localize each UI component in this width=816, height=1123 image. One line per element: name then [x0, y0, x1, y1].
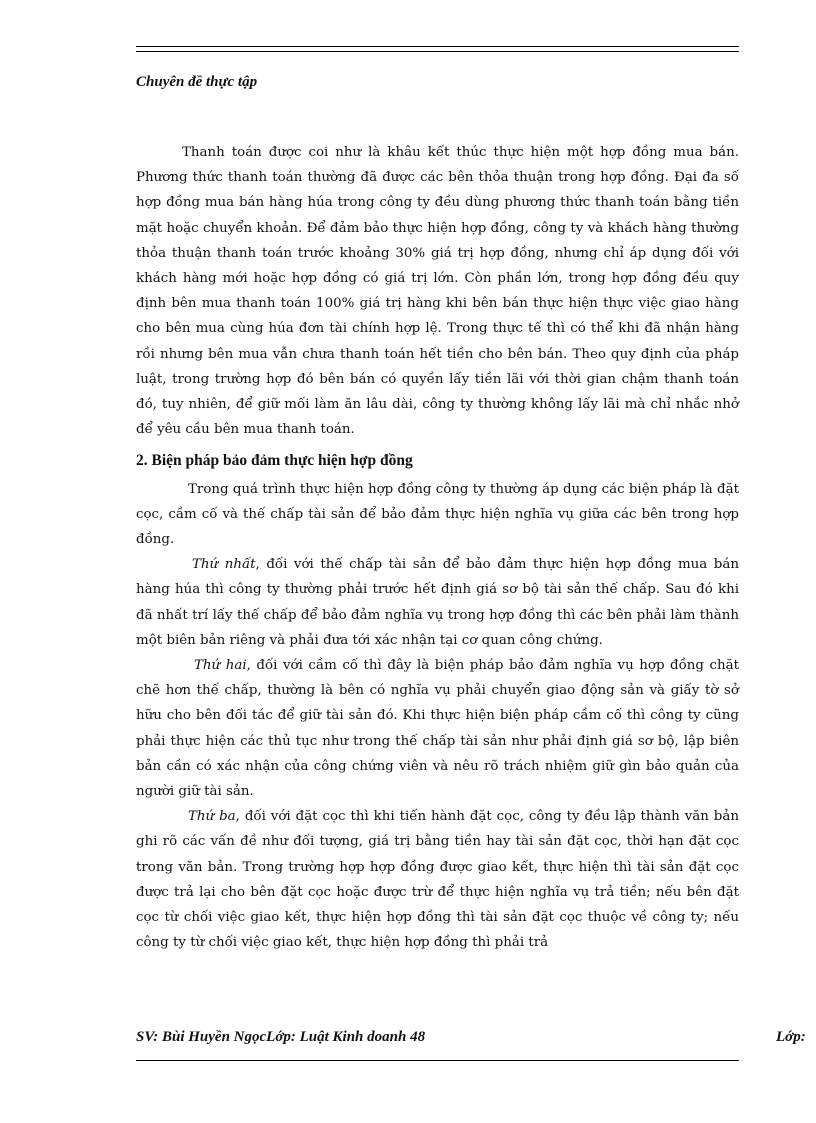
- footer-class-label: Lớp:: [776, 1029, 806, 1045]
- paragraph-measures: Trong quá trình thực hiện hợp đồng công ty thường áp dụng các biện pháp là đặt cọc, cầm cố và thế chấp tài sản để bảo đảm thực hiện nghĩa vụ giữa các bên trong hợp đồng.: [136, 481, 739, 548]
- section-heading: 2. Biện pháp bảo đảm thực hiện hợp đồng: [136, 452, 413, 470]
- header-rule: [136, 46, 739, 52]
- document-body: [136, 140, 739, 956]
- page-header-title: Chuyên đề thực tập: [136, 74, 258, 90]
- second-lead: Thứ hai: [194, 658, 247, 674]
- third-text: , đối với đặt cọc thì khi tiến hành đặt cọc, công ty đều lập thành văn bản ghi rõ các vấn đề như đối tượng, giá trị bằng tiền hay tài sản đặt cọc, thời hạn đặt cọc trong văn bản. Trong trường hợp hợp đồng được giao kết, thực hiện thì tài sản đặt cọc được trả lại cho bên đặt cọc hoặc được trừ để thực hiện nghĩa vụ trả tiền; nếu bên đặt cọc từ chối việc giao kết, thực hiện hợp đồng thì tài sản đặt cọc thuộc về công ty; nếu công ty từ chối việc giao kết, thực hiện hợp đồng thì phải trả: [136, 809, 739, 951]
- paragraph-third: [136, 804, 739, 955]
- third-lead: Thứ ba: [188, 809, 236, 825]
- first-text: , đối với thế chấp tài sản để bảo đảm thực hiện hợp đồng mua bán hàng húa thì công ty thường phải trước hết định giá sơ bộ tài sản thế chấp. Sau đó khi đã nhất trí lấy thế chấp để bảo đảm nghĩa vụ trong hợp đồng thì các bên phải làm thành một biên bản riêng và phải đưa tới xác nhận tại cơ quan công chứng.: [136, 557, 739, 648]
- second-text: , đối với cầm cố thì đây là biện pháp bảo đảm nghĩa vụ hợp đồng chặt chẽ hơn thế chấp, thường là bên có nghĩa vụ phải chuyển giao động sản và giấy tờ sở hữu cho bên đối tác để giữ tài sản đó. Khi thực hiện biện pháp cầm cố thì công ty cũng phải thực hiện các thủ tục như trong thế chấp tài sản như phải định giá sơ bộ, lập biên bản cần có xác nhận của công chứng viên và nêu rõ trách nhiệm giữ gìn bảo quản của người giữ tài sản.: [136, 658, 740, 800]
- paragraph-first: [136, 552, 739, 653]
- paragraph-second: [136, 653, 739, 804]
- page-footer: [136, 1029, 816, 1046]
- paragraph-payment: Thanh toán được coi như là khâu kết thúc thực hiện một hợp đồng mua bán. Phương thức thanh toán thường đã được các bên thỏa thuận trong hợp đồng. Đại đa số hợp đồng mua bán hàng húa trong công ty đều dùng phương thức thanh toán bằng tiền mặt hoặc chuyển khoản. Để đảm bảo thực hiện hợp đồng, công ty và khách hàng thường thỏa thuận thanh toán trước khoảng 30% giá trị hợp đồng, nhưng chỉ áp dụng đối với khách hàng mới hoặc hợp đồng có giá trị lớn. Còn phần lớn, trong hợp đồng đều quy định bên mua thanh toán 100% giá trị hàng khi bên bán thực hiện thực việc giao hàng cho bên mua cùng húa đơn tài chính hợp lệ. Trong thực tế thì có thể khi đã nhận hàng rồi nhưng bên mua vẫn chưa thanh toán hết tiền cho bên bán. Theo quy định của pháp luật, trong trường hợp đó bên bán có quyền lấy tiền lãi với thời gian chậm thanh toán đó, tuy nhiên, để giữ mối làm ăn lâu dài, công ty thường không lấy lãi mà chỉ nhắc nhở để yêu cầu bên mua thanh toán.: [136, 145, 739, 438]
- footer-rule: [136, 1060, 739, 1061]
- first-lead: Thứ nhất: [192, 557, 256, 573]
- footer-student: SV: Bùi Huyền NgọcLớp: Luật Kinh doanh 48: [136, 1029, 426, 1045]
